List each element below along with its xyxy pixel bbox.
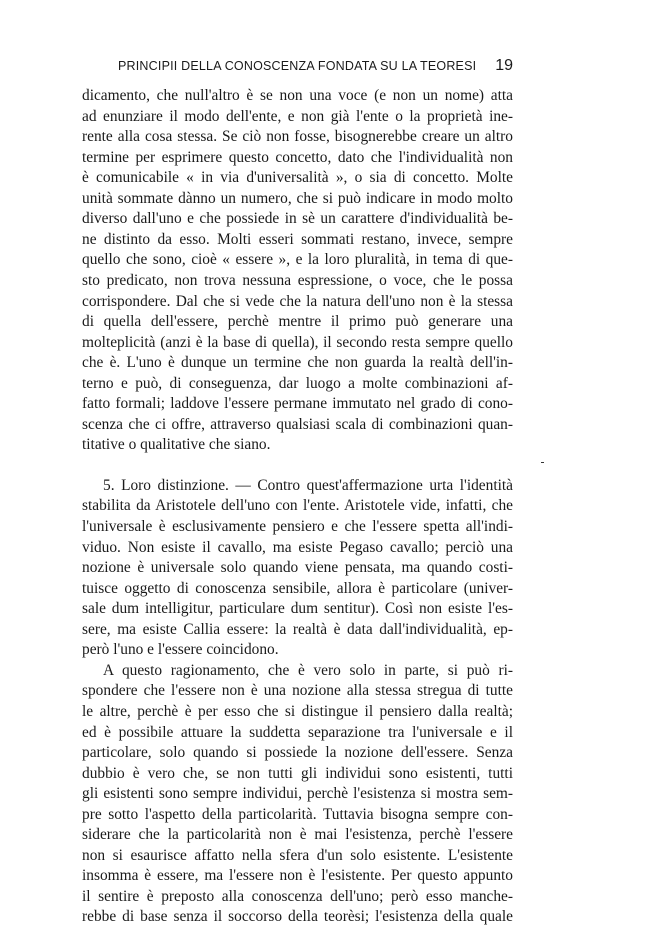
text-line: unità sommate dànno un numero, che si può indicare in modo molto xyxy=(82,189,513,207)
text-line: il sentire è preposto alla conoscenza dell'uno; però esso manche- xyxy=(82,887,513,905)
text-line: quello che sono, cioè « essere », e la loro pluralità, in tema di que- xyxy=(82,251,513,269)
text-line: terno e può, di conseguenza, dar luogo a molte combinazioni af- xyxy=(82,374,513,392)
text-line: A questo ragionamento, che è vero solo in parte, si può ri- xyxy=(103,661,513,679)
text-line: tuisce oggetto di conoscenza sensibile, allora è particolare (univer- xyxy=(82,579,513,597)
section-heading-line: 5. Loro distinzione. — Contro quest'affermazione urta l'identità xyxy=(103,476,513,494)
page-header xyxy=(118,57,513,75)
text-line: è comunicabile « in via d'universalità », o sia di concetto. Molte xyxy=(82,169,513,187)
text-line: ne distinto da esso. Molti esseri sommati restano, invece, sempre xyxy=(82,230,513,248)
text-line: ad enunziare il modo dell'ente, e non già l'ente o la proprietà ine- xyxy=(82,107,513,125)
text-line: di quella dell'essere, perchè mentre il primo può generare una xyxy=(82,313,513,331)
text-line: siderare che la particolarità non è mai l'esistenza, perchè l'essere xyxy=(82,826,513,844)
text-line: molteplicità (anzi è la base di quella), il secondo resta sempre quello xyxy=(82,333,513,351)
text-line: sere, ma esiste Callia essere: la realtà è data dall'individualità, ep- xyxy=(82,620,513,638)
text-line: spondere che l'essere non è una nozione alla stessa stregua di tutte xyxy=(82,682,513,700)
text-line: rebbe di base senza il soccorso della teorèsi; l'esistenza della quale xyxy=(82,908,513,926)
text-line: nozione è universale solo quando viene pensata, ma quando costi- xyxy=(82,559,513,577)
text-line: insomma è essere, ma l'essere non è l'esistente. Per questo appunto xyxy=(82,867,513,885)
running-title: PRINCIPII DELLA CONOSCENZA FONDATA SU LA TEORESI xyxy=(118,59,477,73)
text-line: viduo. Non esiste il cavallo, ma esiste Pegaso cavallo; perciò una xyxy=(82,538,513,556)
text-line: fatto formali; laddove l'essere permane immutato nel grado di cono- xyxy=(82,395,513,413)
text-line: che è. L'uno è dunque un termine che non guarda la realtà dell'in- xyxy=(82,354,513,372)
text-line: le altre, perchè è per esso che si distingue il pensiero dalla realtà; xyxy=(82,702,513,720)
margin-mark xyxy=(541,462,544,463)
text-line: pre sotto l'aspetto della particolarità. Tuttavia bisogna sempre con- xyxy=(82,805,513,823)
text-line: dubbio è vero che, se non tutti gli individui sono esistenti, tutti xyxy=(82,764,513,782)
text-line: l'universale è esclusivamente pensiero e che l'essere spetta all'indi- xyxy=(82,518,513,535)
text-line: termine per esprimere questo concetto, dato che l'individualità non xyxy=(82,148,513,166)
text-line: rente alla cosa stessa. Se ciò non fosse, bisognerebbe creare un altro xyxy=(82,128,513,146)
text-line: sto predicato, non trova nessuna espressione, o voce, che le possa xyxy=(82,271,513,289)
text-line: titative o qualitative che siano. xyxy=(82,436,271,454)
text-line: però l'uno e l'essere coincidono. xyxy=(82,641,279,659)
text-line: dicamento, che null'altro è se non una voce (e non un nome) atta xyxy=(82,87,513,104)
text-line: stabilita da Aristotele dell'uno con l'ente. Aristotele vide, infatti, che xyxy=(82,497,513,515)
text-line: non si esaurisce affatto nella sfera d'un solo esistente. L'esistente xyxy=(82,846,513,864)
text-line: gli esistenti sono sempre individui, perchè l'esistenza si mostra sem- xyxy=(82,785,513,803)
page-number: 19 xyxy=(495,57,513,74)
text-line: scenza che ci offre, attraverso qualsiasi scala di combinazioni quan- xyxy=(82,415,513,433)
text-line: particolare, solo quando si possiede la nozione dell'essere. Senza xyxy=(82,744,513,762)
text-line: corrispondere. Dal che si vede che la natura dell'uno non è la stessa xyxy=(82,292,513,310)
text-line: ed è possibile attuare la suddetta separazione tra l'universale e il xyxy=(82,723,513,741)
text-line: sale dum intelligitur, particulare dum sentitur). Così non esiste l'es- xyxy=(82,600,513,618)
text-line: diverso dall'uno e che possiede in sè un carattere d'individualità be- xyxy=(82,210,513,228)
